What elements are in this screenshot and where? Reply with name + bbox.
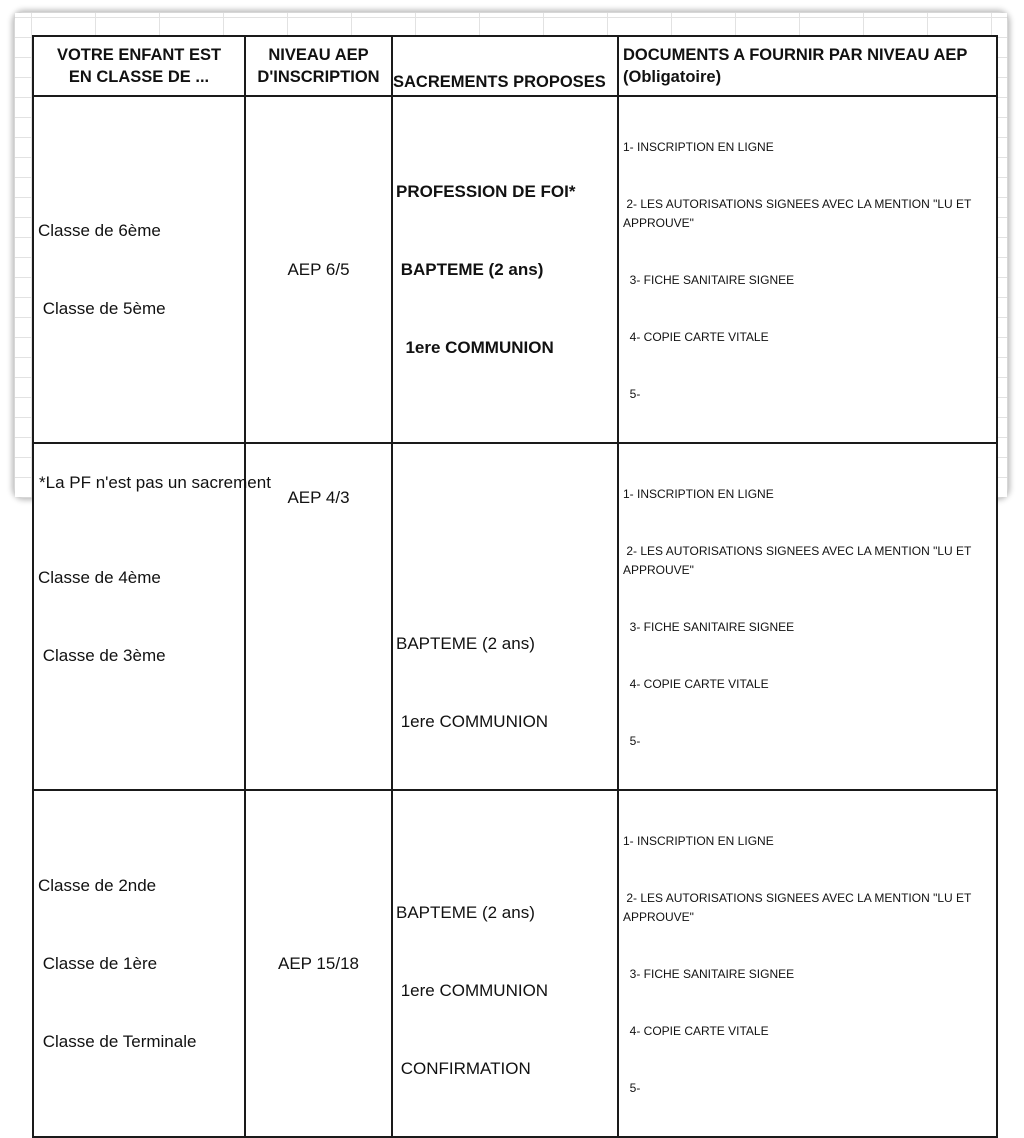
image-frame [14, 12, 1008, 1095]
sacrement-line: 1ere COMMUNION [396, 337, 554, 357]
niveau-cell: AEP 15/18 [245, 790, 392, 1137]
document-line: 3- FICHE SANITAIRE SIGNEE [623, 620, 795, 634]
header-documents-line-2: (Obligatoire) [623, 68, 722, 86]
niveau-cell: AEP 6/5 [245, 96, 392, 443]
document-line: 4- COPIE CARTE VITALE [623, 330, 769, 344]
sacrement-line: BAPTEME (2 ans) [396, 634, 535, 653]
document-line: 4- COPIE CARTE VITALE [623, 677, 769, 691]
sacrements-cell [392, 443, 618, 790]
header-documents-line-1: DOCUMENTS A FOURNIR PAR NIVEAU AEP [623, 46, 968, 64]
classe-line: Classe de 3ème [38, 645, 166, 665]
document-line: 5- [623, 1081, 641, 1095]
sacrement-line: CONFIRMATION [396, 1059, 531, 1078]
document-line: 3- FICHE SANITAIRE SIGNEE [623, 967, 795, 981]
niveau-cell: AEP 4/3 [245, 443, 392, 790]
sacrement-line: BAPTEME (2 ans) [396, 903, 535, 922]
classe-cell [33, 790, 245, 1137]
classe-line: Classe de 1ère [38, 953, 158, 973]
sacrements-cell [392, 96, 618, 443]
classe-cell [33, 96, 245, 443]
aep-table [32, 35, 998, 1138]
sacrement-line: 1ere COMMUNION [396, 981, 549, 1000]
documents-cell [618, 96, 997, 443]
document-line: 2- LES AUTORISATIONS SIGNEES AVEC LA MENTION "LU ET APPROUVE" [623, 891, 974, 924]
header-niveau-line-2: D'INSCRIPTION [257, 68, 380, 86]
table-row [33, 96, 997, 443]
header-classe [33, 36, 245, 96]
header-row [33, 36, 997, 96]
classe-line: Classe de 6ème [38, 220, 161, 240]
sacrement-line: 1ere COMMUNION [396, 712, 549, 731]
header-niveau-line-1: NIVEAU AEP [268, 46, 369, 64]
documents-cell [618, 443, 997, 790]
sacrements-cell [392, 790, 618, 1137]
header-sacrements [392, 36, 618, 96]
header-niveau [245, 36, 392, 96]
header-classe-line-2: EN CLASSE DE ... [68, 68, 210, 86]
document-line: 1- INSCRIPTION EN LIGNE [623, 140, 774, 154]
table-row [33, 790, 997, 1137]
table-row [33, 443, 997, 790]
header-classe-line-1: VOTRE ENFANT EST [56, 46, 222, 64]
header-sacrements-line-1: SACREMENTS PROPOSES [393, 73, 606, 91]
spreadsheet-grid [15, 13, 1007, 1095]
sacrement-line: PROFESSION DE FOI* [396, 181, 576, 201]
document-line: 5- [623, 387, 641, 401]
document-line: 2- LES AUTORISATIONS SIGNEES AVEC LA MENTION "LU ET APPROUVE" [623, 544, 974, 577]
documents-cell [618, 790, 997, 1137]
document-line: 1- INSCRIPTION EN LIGNE [623, 487, 774, 501]
footnote: *La PF n'est pas un sacrement [39, 473, 271, 492]
document-line: 2- LES AUTORISATIONS SIGNEES AVEC LA MENTION "LU ET APPROUVE" [623, 197, 974, 230]
sacrement-line: BAPTEME (2 ans) [396, 259, 544, 279]
classe-line: Classe de 2nde [38, 875, 157, 895]
document-line: 1- INSCRIPTION EN LIGNE [623, 834, 774, 848]
header-documents [618, 36, 997, 96]
document-line: 4- COPIE CARTE VITALE [623, 1024, 769, 1038]
classe-line: Classe de 4ème [38, 567, 161, 587]
classe-line: Classe de 5ème [38, 298, 166, 318]
document-line: 3- FICHE SANITAIRE SIGNEE [623, 273, 795, 287]
document-line: 5- [623, 734, 641, 748]
classe-cell [33, 443, 245, 790]
classe-line: Classe de Terminale [38, 1031, 197, 1051]
